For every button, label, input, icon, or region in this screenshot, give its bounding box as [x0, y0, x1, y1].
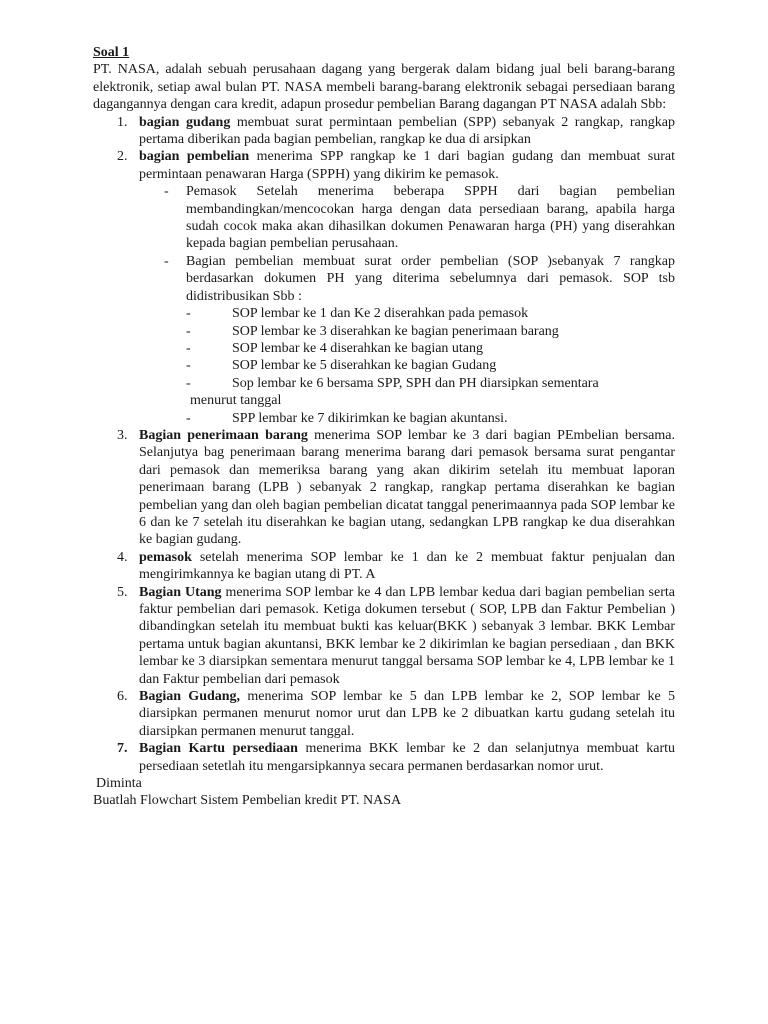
document-page: [93, 44, 675, 810]
item-text: setelah menerima SOP lembar ke 1 dan ke 2 membuat faktur penjualan dan mengirimkannya ke bagian utang di PT. A: [139, 549, 675, 583]
sop-list-item-1: [93, 305, 675, 322]
dash-marker: -: [186, 375, 191, 391]
document-title: Soal 1: [93, 45, 130, 60]
sop-list-item-5: [93, 375, 675, 392]
dash-marker: -: [164, 184, 169, 200]
item-heading: Bagian Gudang,: [139, 689, 241, 705]
dash-marker: -: [186, 340, 191, 356]
sop-text: SOP lembar ke 1 dan Ke 2 diserahkan pada pemasok: [232, 306, 529, 322]
dash-marker: -: [186, 323, 191, 339]
dash-marker: -: [186, 358, 191, 374]
sop-list-item-3: [93, 340, 675, 357]
sop-text: SOP lembar ke 5 diserahkan ke bagian Gudang: [232, 358, 497, 374]
item-heading: Bagian Kartu persediaan: [139, 741, 298, 757]
list-item-3: [93, 427, 675, 549]
sop-text: SOP lembar ke 4 diserahkan ke bagian utang: [232, 340, 484, 356]
item-text: menerima SPP rangkap ke 1 dari bagian gudang dan membuat surat permintaan penawaran Harga (SPPH) yang dikirim ke pemasok.: [139, 149, 675, 182]
list-number: 1.: [117, 114, 128, 130]
sop-list-item-2: [93, 323, 675, 340]
item-text: menerima SOP lembar ke 4 dan LPB lembar kedua dari bagian pembelian serta faktur pembelian dari pemasok. Ketiga dokumen tersebut ( SOP, LPB dan Faktur Pembelian ) dibandingkan setelah itu membuat bukti kas keluar(BKK ) sebanyak 3 lembar. BKK Lembar pertama untuk bagian akuntansi, BKK lembar ke 2 dikirimlan ke bagian persediaan , dan BKK lembar ke 3 diarsipkan sementara menurut tanggal bersama SOP lembar ke 4, LPB lembar ke 1 dan Faktur pembelian dari pemasok: [139, 584, 675, 687]
list-item-5: [93, 584, 675, 688]
list-number: 7.: [117, 741, 128, 757]
item-heading: bagian gudang: [139, 114, 231, 130]
sop-list-item-5-continuation: menurut tanggal: [190, 393, 282, 409]
sop-text: SOP lembar ke 3 diserahkan ke bagian penerimaan barang: [232, 323, 559, 339]
item-text: menerima BKK lembar ke 2 dan selanjutnya membuat kartu persediaan setetlah itu mengarsipkannya secara permanen berdasarkan nomor urut.: [139, 741, 676, 774]
sop-text: Sop lembar ke 6 bersama SPP, SPH dan PH diarsipkan sementara: [232, 375, 599, 391]
item-heading: Bagian Utang: [139, 584, 222, 600]
task-text: Buatlah Flowchart Sistem Pembelian kredit PT. NASA: [93, 793, 402, 809]
list-number: 4.: [117, 549, 128, 565]
item-text: membuat surat permintaan pembelian (SPP) sebanyak 2 rangkap, rangkap pertama diberikan pada bagian pembelian, rangkap ke dua di arsipkan: [139, 114, 676, 148]
item-heading: bagian pembelian: [139, 149, 250, 165]
list-number: 3.: [117, 427, 128, 443]
item-text: menerima SOP lembar ke 3 dari bagian PEmbelian bersama. Selanjutya bag penerimaan barang menerima barang dari pemasok bersama surat pengantar dari pemasok dan memeriksa barang yang akan dikirim setelah itu membuat laporan penerimaan barang (LPB ) sebanyak 2 rangkap, rangkap pertama diserahkan ke bagian pembelian yang dan oleh bagian pembelian dicatat tanggal penerimaannya pada SOP lembar ke 6 dan ke 7 setelah itu diserahkan ke bagian utang, sedangkan LPB rangkap ke dua diserahkan ke bagian gudang.: [139, 427, 675, 548]
list-item-7: [93, 740, 675, 775]
list-item-6: [93, 688, 675, 740]
list-item-1: [93, 114, 675, 149]
dash-marker: -: [164, 253, 169, 269]
list-item-2: [93, 148, 675, 183]
sub-point-text: Bagian pembelian membuat surat order pembelian (SOP )sebanyak 7 rangkap berdasarkan dokumen PH yang diterima sebelumnya dari pemasok. SOP tsb didistribusikan Sbb :: [186, 253, 675, 304]
sub-point-1: [93, 183, 675, 253]
item-heading: pemasok: [139, 549, 192, 565]
sop-text: SPP lembar ke 7 dikirimkan ke bagian akuntansi.: [232, 410, 508, 426]
sub-point-2: [93, 253, 675, 305]
sop-list-item-4: [93, 357, 675, 374]
list-number: 5.: [117, 584, 128, 600]
dash-marker: -: [186, 410, 191, 426]
list-number: 6.: [117, 689, 128, 705]
item-text: menerima SOP lembar ke 5 dan LPB lembar ke 2, SOP lembar ke 5 diarsipkan permanen menurut nomor urut dan LPB ke 2 dibuatkan kartu gudang setelah itu diarsipkan permanen menurut tanggal.: [139, 689, 676, 739]
list-number: 2.: [117, 149, 128, 165]
diminta-label: Diminta: [96, 776, 142, 792]
sub-point-text: Pemasok Setelah menerima beberapa SPPH dari bagian pembelian membandingkan/mencocokan harga dengan data persediaan barang, apabila harga sudah cocok maka akan dihasilkan dokumen Penawaran harga (PH) yang diserahkan kepada bagian pembelian perusahaan.: [186, 184, 675, 252]
intro-paragraph: PT. NASA, adalah sebuah perusahaan dagang yang bergerak dalam bidang jual beli barang-barang elektronik, setiap awal bulan PT. NASA membeli barang-barang elektronik sebagai persediaan barang dagangannya dengan cara kredit, adapun prosedur pembelian Barang dagangan PT NASA adalah Sbb:: [93, 62, 675, 113]
item-heading: Bagian penerimaan barang: [139, 427, 308, 443]
list-item-4: [93, 549, 675, 584]
sop-list-item-6: [93, 410, 675, 427]
dash-marker: -: [186, 306, 191, 322]
